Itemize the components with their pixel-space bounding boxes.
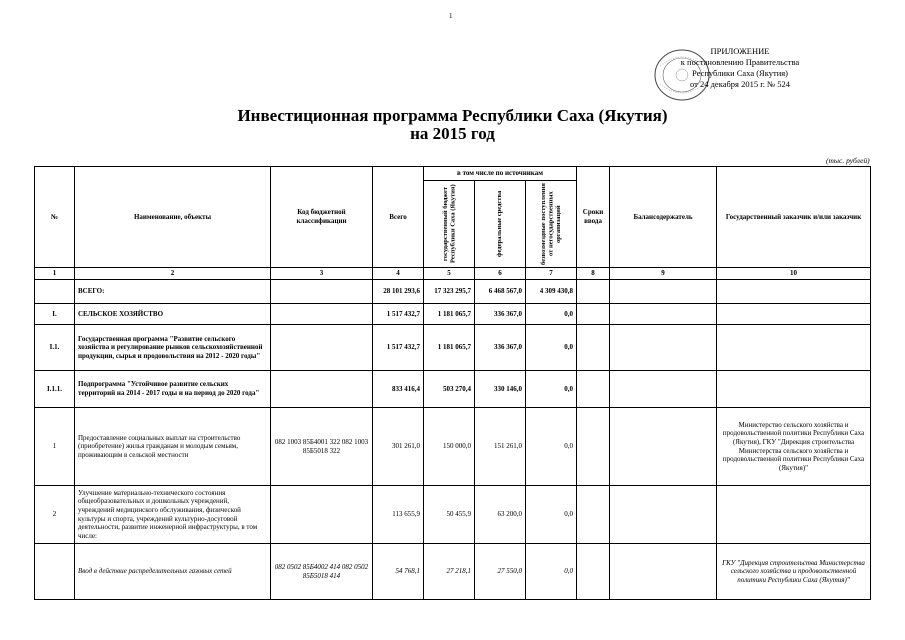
row-num: 2 [35, 486, 75, 544]
row-dates [577, 325, 610, 371]
row-state: 1 181 065,7 [424, 325, 475, 371]
row-num: 1 [35, 408, 75, 486]
row-dates [577, 371, 610, 408]
col-number: 9 [610, 268, 717, 280]
header-row-1 [35, 167, 871, 181]
document-title: Инвестиционная программа Республики Саха (Якутия) [237, 106, 668, 125]
row-state: 150 000,0 [424, 408, 475, 486]
col-number: 5 [424, 268, 475, 280]
row-holder [610, 486, 717, 544]
row-name: Улучшение материально-технического состояния общеобразовательных и дошкольных учреждений, учреждений медицинского обслуживания, физической культуры и спорта, учреждений культурно-досуговой деятельности, развитие инженерной инфраструктуры, в том числе: [75, 486, 271, 544]
row-state: 27 218,1 [424, 544, 475, 600]
row-name: Государственная программа "Развитие сельского хозяйства и регулирование рынков сельскохозяйственной продукции, сырья и продовольствия на 2012 - 2020 годы" [75, 325, 271, 371]
header-nonbudget: безвозмездные поступления от негосударственных организаций [539, 183, 562, 265]
row-holder [610, 408, 717, 486]
row-nonbudget: 0,0 [526, 304, 577, 325]
row-code [271, 486, 373, 544]
row-federal: 151 261,0 [475, 408, 526, 486]
row-code: 082 1003 85Б4001 322 082 1003 85Б5018 322 [271, 408, 373, 486]
row-total: 833 416,4 [373, 371, 424, 408]
table-row [35, 408, 871, 486]
row-nonbudget: 0,0 [526, 371, 577, 408]
document-subtitle: на 2015 год [410, 124, 495, 143]
header-num: № [35, 167, 75, 268]
row-federal: 336 367,0 [475, 325, 526, 371]
row-holder [610, 325, 717, 371]
row-customer: Министерство сельского хозяйства и продовольственной политики Республики Саха (Якутия), ГКУ "Дирекция строительства Министерства сельского хозяйства и продовольственной политики Республики Саха (Якутия)" [717, 408, 871, 486]
col-number: 3 [271, 268, 373, 280]
row-customer [717, 304, 871, 325]
appendix-label: ПРИЛОЖЕНИЕ [710, 46, 770, 56]
row-federal: 336 367,0 [475, 304, 526, 325]
col-number: 2 [75, 268, 271, 280]
row-customer [717, 371, 871, 408]
row-total: 113 655,9 [373, 486, 424, 544]
row-nonbudget: 0,0 [526, 325, 577, 371]
row-nonbudget: 4 309 430,8 [526, 280, 577, 304]
table-row [35, 544, 871, 600]
row-name: Предоставление социальных выплат на строительство (приобретение) жилья гражданам и молодым семьям, проживающим в сельской местности [75, 408, 271, 486]
header-customer: Государственный заказчик и/или заказчик [717, 167, 871, 268]
appendix-government: Республики Саха (Якутия) [691, 68, 788, 78]
row-customer [717, 325, 871, 371]
row-holder [610, 371, 717, 408]
appendix-resolution: к постановлению Правительства [680, 57, 800, 67]
column-numbers-row [35, 268, 871, 280]
row-dates [577, 304, 610, 325]
row-customer: ГКУ "Дирекция строительства Министерства сельского хозяйства и продовольственной политики Республики Саха (Якутия)" [717, 544, 871, 600]
page-number: 1 [449, 12, 453, 20]
row-num: I. [35, 304, 75, 325]
row-nonbudget: 0,0 [526, 486, 577, 544]
table-row [35, 280, 871, 304]
row-name: Ввод в действие распределительных газовых сетей [75, 544, 271, 600]
header-dates: Сроки ввода [577, 167, 610, 268]
row-num: I.1.1. [35, 371, 75, 408]
row-name: СЕЛЬСКОЕ ХОЗЯЙСТВО [75, 304, 271, 325]
row-federal: 330 146,0 [475, 371, 526, 408]
row-total: 1 517 432,7 [373, 304, 424, 325]
table-row [35, 486, 871, 544]
row-federal: 63 200,0 [475, 486, 526, 544]
header-sources: в том числе по источникам [424, 167, 577, 181]
header-state-budget: государственный бюджет Республики Саха (Якутия) [441, 184, 456, 264]
row-nonbudget: 0,0 [526, 544, 577, 600]
row-total: 301 261,0 [373, 408, 424, 486]
row-federal: 6 468 567,0 [475, 280, 526, 304]
header-federal: федеральные средства [496, 190, 504, 258]
col-number: 7 [526, 268, 577, 280]
col-number: 8 [577, 268, 610, 280]
row-code [271, 280, 373, 304]
header-total: Всего [373, 167, 424, 268]
row-customer [717, 280, 871, 304]
header-name: Наименование, объекты [75, 167, 271, 268]
header-holder: Балансодержатель [610, 167, 717, 268]
row-code [271, 304, 373, 325]
row-code [271, 371, 373, 408]
row-holder [610, 304, 717, 325]
header-code: Код бюджетной классификации [271, 167, 373, 268]
row-federal: 27 550,0 [475, 544, 526, 600]
row-dates [577, 408, 610, 486]
row-num [35, 280, 75, 304]
col-number: 6 [475, 268, 526, 280]
investment-table [34, 166, 871, 600]
row-state: 50 455,9 [424, 486, 475, 544]
row-name: Подпрограмма "Устойчивое развитие сельских территорий на 2014 - 2017 годы и на период до 2020 года" [75, 371, 271, 408]
row-name: ВСЕГО: [75, 280, 271, 304]
table-row [35, 304, 871, 325]
row-nonbudget: 0,0 [526, 408, 577, 486]
col-number: 1 [35, 268, 75, 280]
row-total: 54 768,1 [373, 544, 424, 600]
row-dates [577, 486, 610, 544]
table-row [35, 371, 871, 408]
col-number: 4 [373, 268, 424, 280]
row-dates [577, 544, 610, 600]
row-holder [610, 544, 717, 600]
row-code: 082 0502 85Б4002 414 082 0502 85Б5018 414 [271, 544, 373, 600]
row-state: 1 181 065,7 [424, 304, 475, 325]
row-code [271, 325, 373, 371]
row-holder [610, 280, 717, 304]
row-num: I.1. [35, 325, 75, 371]
row-state: 17 323 295,7 [424, 280, 475, 304]
row-num [35, 544, 75, 600]
units-note: (тыс. рублей) [826, 156, 870, 165]
table-row [35, 325, 871, 371]
appendix-date: от 24 декабря 2015 г. № 524 [690, 79, 790, 89]
appendix-block [660, 46, 820, 90]
row-total: 28 101 293,6 [373, 280, 424, 304]
row-total: 1 517 432,7 [373, 325, 424, 371]
row-customer [717, 486, 871, 544]
row-dates [577, 280, 610, 304]
col-number: 10 [717, 268, 871, 280]
row-state: 503 270,4 [424, 371, 475, 408]
